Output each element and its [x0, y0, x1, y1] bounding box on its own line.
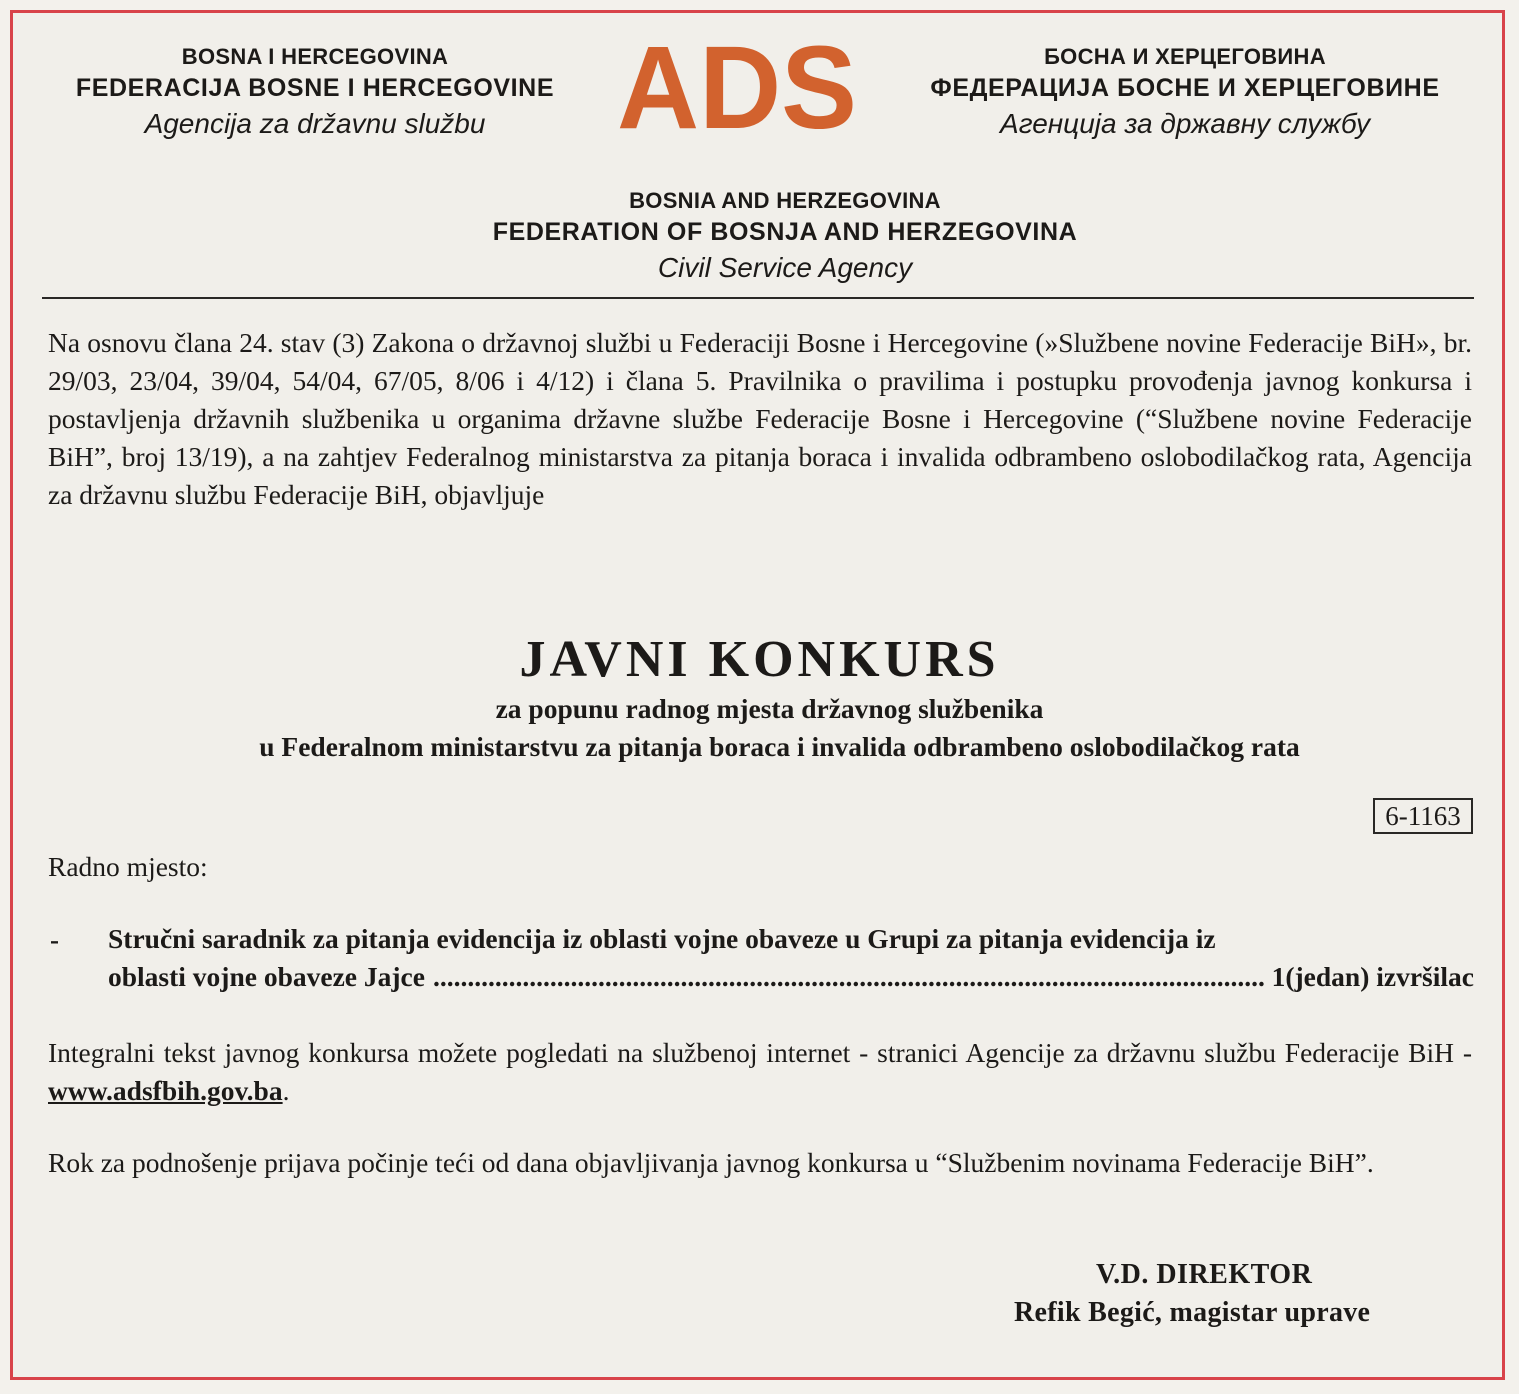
website-link[interactable]: www.adsfbih.gov.ba: [48, 1075, 283, 1106]
header-left-line1: BOSNA I HERCEGOVINA: [181, 44, 449, 69]
signature-title: V.D. DIREKTOR: [1096, 1259, 1313, 1290]
header-center-line3: Civil Service Agency: [657, 252, 913, 283]
position-entry: [108, 920, 1474, 996]
header-center-block: [300, 186, 1270, 288]
integral-end: .: [282, 1075, 290, 1106]
integral-text-paragraph: [48, 1034, 1472, 1110]
position-line2: oblasti vojne obaveze Jajce: [108, 961, 425, 992]
position-line2-row: [108, 958, 1474, 996]
position-line1: Stručni saradnik za pitanja evidencija iz oblasti vojne obaveze u Grupi za pitanja evidencija iz: [108, 923, 1216, 954]
position-count: 1(jedan) izvršilac: [1271, 961, 1474, 992]
header-left-block: [40, 42, 590, 144]
intro-paragraph: Na osnovu člana 24. stav (3) Zakona o državnoj službi u Federaciji Bosne i Hercegovine (»Službene novine Federacije BiH», br. 29/03, 23/04, 39/04, 54/04, 67/05, 8/06 i 4/12) i člana 5. Pravilnika o pravilima i postupku provođenja javnog konkursa i postavljenja državnih službenika u organima državne službe Federacije Bosne i Hercegovine (“Službene novine Federacije BiH”, broj 13/19), a na zahtjev Federalnog ministarstva za pitanja boraca i invalida odbrambeno oslobodilačkog rata, Agencija za državnu službu Federacije BiH, objavljuje: [48, 327, 1472, 510]
header-left-line2: FEDERACIJA BOSNE I HERCEGOVINE: [75, 74, 555, 102]
notice-subtitle-2: u Federalnom ministarstvu za pitanja boraca i invalida odbrambeno oslobodilačkog rata: [259, 731, 1300, 762]
ads-logo: [612, 40, 862, 140]
logo-text: ADS: [617, 40, 857, 140]
reference-code-box: 6-1163: [1373, 798, 1473, 834]
dot-leader: [433, 958, 1264, 996]
radno-mjesto-label: Radno mjesto:: [48, 851, 208, 882]
header-left-line3: Agencija za državnu službu: [144, 108, 486, 139]
signature-name: Refik Begić, magistar uprave: [1014, 1297, 1371, 1328]
notice-title: JAVNI KONKURS: [519, 631, 1000, 688]
deadline-paragraph: Rok za podnošenje prijava počinje teći od dana objavljivanja javnog konkursa u “Službenim novinama Federacije BiH”.: [48, 1147, 1374, 1178]
position-bullet: -: [50, 925, 59, 955]
header-right-line3: Агенција за државну службу: [1000, 108, 1370, 139]
header-right-block: [900, 42, 1470, 144]
header-right-line1: БОСНА И ХЕРЦЕГОВИНА: [1044, 44, 1326, 69]
header-right-line2: ФЕДЕРАЦИЈА БОСНЕ И ХЕРЦЕГОВИНЕ: [930, 74, 1440, 102]
header-center-line2: FEDERATION OF BOSNJA AND HERZEGOVINA: [492, 218, 1078, 246]
notice-subtitle-1: za popunu radnog mjesta državnog službenika: [495, 693, 1044, 724]
header-center-line1: BOSNIA AND HERZEGOVINA: [629, 188, 941, 213]
header-divider: [42, 297, 1474, 299]
integral-text: Integralni tekst javnog konkursa možete pogledati na službenoj internet - stranici Agencije za državnu službu Federacije BiH -: [48, 1037, 1472, 1068]
